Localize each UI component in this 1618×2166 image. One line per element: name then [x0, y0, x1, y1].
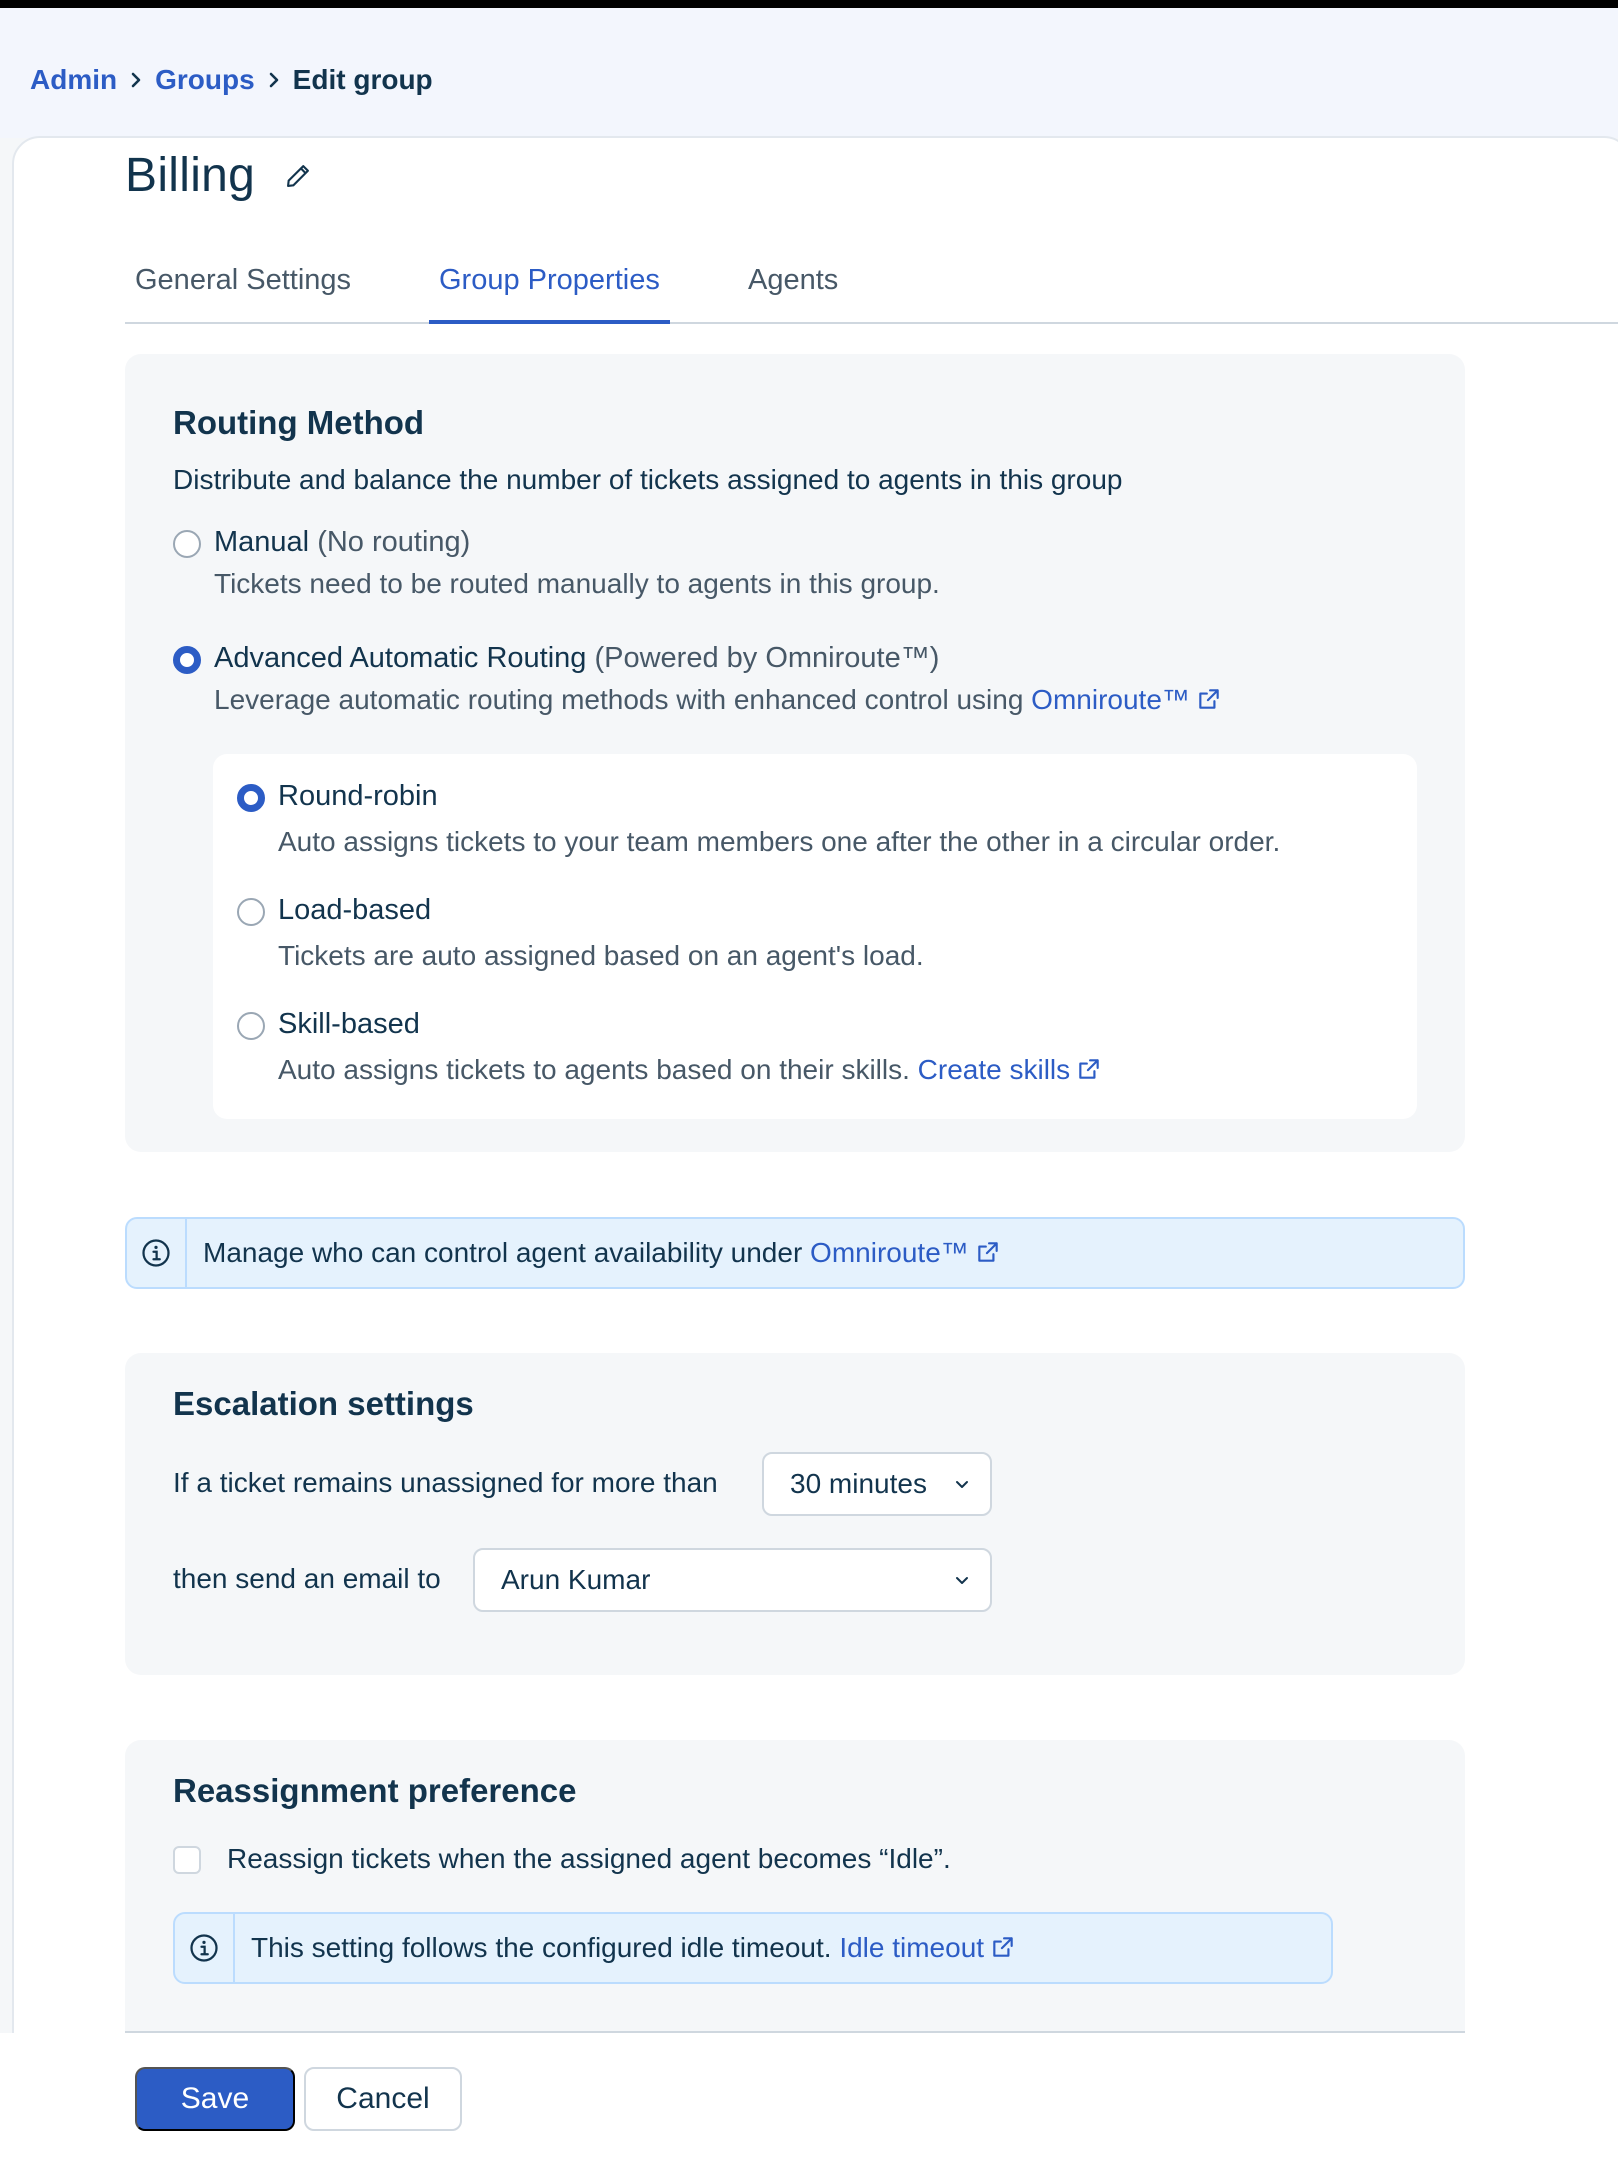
availability-info-text: [187, 1237, 1001, 1269]
cancel-button[interactable]: Cancel: [304, 2067, 462, 2131]
escalation-settings-card: [125, 1353, 1465, 1675]
idle-timeout-link[interactable]: Idle timeout: [839, 1932, 985, 1963]
chevron-down-icon: [954, 1572, 970, 1588]
title-row: [125, 148, 315, 203]
load-based-label-text: Load-based: [278, 894, 432, 926]
skill-based-label-text: Skill-based: [278, 1008, 420, 1040]
external-link-icon[interactable]: [1076, 1056, 1102, 1082]
routing-method-title: Routing Method: [173, 404, 425, 441]
routing-method-description: Distribute and balance the number of tickets assigned to agents in this group: [173, 464, 1123, 495]
tab-general-settings[interactable]: General Settings: [135, 264, 352, 296]
advanced-help-text: [214, 684, 1222, 716]
breadcrumb-admin-link[interactable]: Admin: [30, 64, 118, 95]
radio-load-based[interactable]: [237, 898, 265, 926]
load-based-help: Tickets are auto assigned based on an agent's load.: [278, 940, 924, 971]
tab-agents[interactable]: Agents: [748, 264, 839, 296]
advanced-suffix: (Powered by Omniroute™): [594, 642, 940, 674]
breadcrumb-current: Edit group: [292, 64, 433, 95]
window-top-strip: [0, 0, 1618, 8]
manual-suffix: (No routing): [317, 526, 471, 558]
page-header: [0, 8, 1618, 138]
info-icon: [127, 1219, 187, 1287]
radio-advanced-routing[interactable]: [173, 646, 201, 674]
info-icon: [175, 1914, 235, 1982]
reassign-idle-label: Reassign tickets when the assigned agent becomes “Idle”.: [227, 1843, 951, 1874]
escalation-title: Escalation settings: [173, 1385, 474, 1422]
skill-based-help: [278, 1054, 1102, 1086]
create-skills-link[interactable]: Create skills: [917, 1054, 1071, 1085]
tab-group-properties[interactable]: Group Properties: [429, 258, 670, 324]
round-robin-help: Auto assigns tickets to your team members one after the other in a circular order.: [278, 826, 1281, 857]
save-button[interactable]: Save: [135, 2067, 295, 2131]
escalation-duration-select[interactable]: [762, 1452, 992, 1516]
page-title: Billing: [125, 149, 256, 202]
tab-bar: [125, 258, 1618, 324]
manual-label: Manual: [214, 526, 310, 558]
reassign-idle-checkbox[interactable]: [173, 1846, 201, 1874]
reassignment-preference-card: [125, 1740, 1465, 2031]
round-robin-label: [278, 780, 438, 813]
reassignment-title: Reassignment preference: [173, 1772, 577, 1809]
idle-timeout-text: This setting follows the configured idle timeout.: [251, 1932, 832, 1963]
omniroute-availability-link[interactable]: Omniroute™: [810, 1237, 969, 1268]
external-link-icon[interactable]: [990, 1934, 1016, 1960]
idle-timeout-info-banner: [173, 1912, 1333, 1984]
escalation-recipient-select[interactable]: [473, 1548, 992, 1612]
external-link-icon[interactable]: [975, 1239, 1001, 1265]
external-link-icon[interactable]: [1196, 686, 1222, 712]
pencil-icon[interactable]: [281, 159, 315, 193]
advanced-help: Leverage automatic routing methods with enhanced control using: [214, 684, 1024, 715]
chevron-right-icon: [117, 66, 155, 94]
breadcrumb: [30, 64, 433, 96]
chevron-right-icon: [255, 66, 293, 94]
radio-round-robin[interactable]: [237, 784, 265, 812]
recipient-value: Arun Kumar: [501, 1564, 651, 1595]
routing-methods-box: [213, 754, 1417, 1119]
manual-help-text: Tickets need to be routed manually to agents in this group.: [214, 568, 940, 599]
advanced-option-label: [214, 642, 939, 675]
availability-text: Manage who can control agent availability under: [203, 1237, 803, 1268]
idle-timeout-info-text: [235, 1932, 1016, 1964]
form-footer: [0, 2033, 1618, 2166]
unassigned-duration-label: If a ticket remains unassigned for more than: [173, 1467, 718, 1498]
email-recipient-label: then send an email to: [173, 1563, 441, 1594]
omniroute-link[interactable]: Omniroute™: [1031, 684, 1190, 715]
duration-value: 30 minutes: [790, 1468, 927, 1499]
skill-based-label: [278, 1008, 420, 1041]
radio-skill-based[interactable]: [237, 1012, 265, 1040]
breadcrumb-groups-link[interactable]: Groups: [155, 64, 255, 95]
routing-method-card: [125, 354, 1465, 1152]
load-based-label: [278, 894, 431, 927]
round-robin-label-text: Round-robin: [278, 780, 438, 812]
manual-option-label: [214, 526, 470, 559]
advanced-label: Advanced Automatic Routing: [214, 642, 587, 674]
chevron-down-icon: [954, 1476, 970, 1492]
radio-manual[interactable]: [173, 530, 201, 558]
skill-based-help-text: Auto assigns tickets to agents based on their skills.: [278, 1054, 910, 1085]
availability-info-banner: [125, 1217, 1465, 1289]
